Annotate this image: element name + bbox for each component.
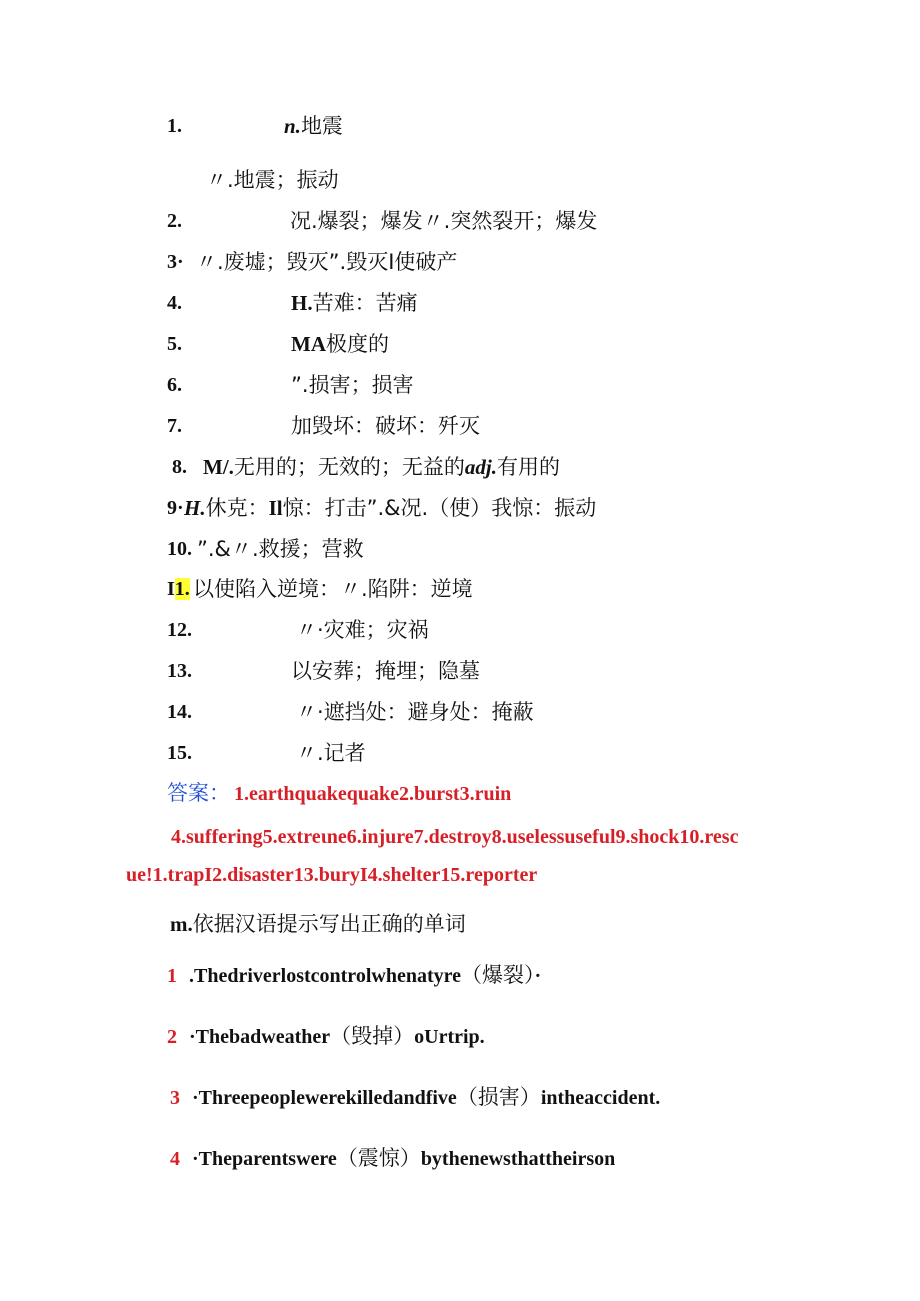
item-number: 1. bbox=[167, 115, 182, 137]
sentence-text: Threepeoplewerekilledandfive bbox=[198, 1087, 457, 1109]
part-of-speech: n. bbox=[284, 114, 301, 138]
chinese-hint: （爆裂） bbox=[461, 963, 535, 987]
item-number: 5. bbox=[167, 333, 182, 355]
answer-line-1 bbox=[167, 780, 511, 807]
vocab-item-4 bbox=[291, 290, 418, 316]
vocab-item-15 bbox=[296, 740, 366, 766]
vocab-item-9 bbox=[184, 495, 596, 521]
part-of-speech: 〃 bbox=[206, 168, 227, 192]
sentence-separator: · bbox=[192, 1148, 199, 1170]
definition: 无用的；无效的；无益的 bbox=[233, 455, 465, 479]
sentence-text: Thebadweather bbox=[195, 1026, 331, 1048]
item-number: 2. bbox=[167, 210, 182, 232]
item-number-prefix: I bbox=[167, 578, 175, 600]
sentence-text: Thedriverlostcontrolwhenatyre bbox=[194, 965, 462, 987]
item-number: 12. bbox=[167, 619, 192, 641]
definition: ·灾难；灾祸 bbox=[317, 618, 429, 642]
part-of-speech: 〃 bbox=[296, 741, 317, 765]
vocab-item-2 bbox=[290, 208, 597, 234]
sentence-text: intheaccident. bbox=[540, 1087, 661, 1109]
part-of-speech: ”.&〃 bbox=[197, 537, 252, 561]
definition: .地震；振动 bbox=[227, 168, 339, 192]
vocab-item-8 bbox=[203, 454, 560, 480]
answer-text: 1.earthquakequake2.burst3.ruin bbox=[234, 783, 512, 805]
item-number bbox=[167, 576, 190, 602]
answer-line-2: 4.suffering5.extreιne6.injure7.destroy8.uselessuseful9.shock10.resc bbox=[171, 826, 739, 848]
chinese-hint: （毁掉） bbox=[330, 1024, 415, 1048]
definition: ·遮挡处：避身处：掩蔽 bbox=[317, 700, 534, 724]
sentence-separator: · bbox=[192, 1087, 199, 1109]
definition: 安葬；掩埋；隐墓 bbox=[312, 659, 480, 683]
sentence-1 bbox=[167, 962, 541, 989]
part-of-speech: 况 bbox=[290, 209, 311, 233]
item-number: 4. bbox=[167, 292, 182, 314]
vocab-item-11 bbox=[193, 576, 473, 602]
definition: .救援；营救 bbox=[251, 537, 364, 561]
definition: 惊：打击”.&况.（使）我惊：振动 bbox=[282, 496, 597, 520]
part-of-speech: 〃 bbox=[296, 700, 317, 724]
sentence-number: 1 bbox=[167, 965, 177, 987]
definition: 苦难：苦痛 bbox=[312, 291, 418, 315]
sentence-number: 3 bbox=[170, 1087, 180, 1109]
definition: 休克： bbox=[205, 496, 269, 520]
item-number: 3· bbox=[167, 251, 184, 273]
item-number: 6. bbox=[167, 374, 182, 396]
answer-label: 答案： bbox=[167, 781, 230, 805]
part-of-speech: H. bbox=[184, 496, 206, 520]
part-of-speech: MA bbox=[291, 332, 326, 356]
answer-line-3: ue!1.trapI2.disaster13.buryI4.shelter15.reporter bbox=[126, 864, 538, 886]
part-of-speech: H. bbox=[291, 291, 313, 315]
sentence-text: Theparentswere bbox=[198, 1148, 337, 1170]
part-of-speech: 〃 bbox=[196, 250, 217, 274]
item-number: 15. bbox=[167, 742, 192, 764]
definition: 地震 bbox=[300, 114, 343, 138]
definition: 有用的 bbox=[497, 455, 560, 479]
definition: 毁坏：破坏：歼灭 bbox=[312, 414, 480, 438]
part-of-speech: 〃 bbox=[296, 618, 317, 642]
vocab-item-14 bbox=[296, 699, 534, 725]
item-number: 13. bbox=[167, 660, 192, 682]
vocab-item-13 bbox=[291, 658, 480, 684]
chinese-hint: （震惊） bbox=[336, 1146, 421, 1170]
vocab-item-1 bbox=[284, 113, 343, 139]
definition: .废墟；毁灭”.毁灭I使破产 bbox=[217, 250, 458, 274]
vocab-item-7 bbox=[291, 413, 480, 439]
sentence-text: · bbox=[534, 965, 542, 987]
part-of-speech: Il bbox=[268, 496, 283, 520]
sentence-2 bbox=[167, 1023, 485, 1050]
sentence-3 bbox=[170, 1084, 660, 1111]
part-of-speech: 加 bbox=[291, 414, 312, 438]
part-of-speech: ” bbox=[291, 373, 302, 397]
part-of-speech: M/. bbox=[203, 455, 234, 479]
vocab-item-5 bbox=[291, 331, 389, 357]
definition: 极度的 bbox=[326, 332, 389, 356]
vocab-item-6 bbox=[291, 372, 414, 398]
item-number: 9· bbox=[167, 497, 184, 519]
item-number: 14. bbox=[167, 701, 192, 723]
item-number: 8. bbox=[172, 456, 187, 478]
sentence-text: oUrtrip. bbox=[414, 1026, 485, 1048]
definition: .爆裂；爆发〃.突然裂开；爆发 bbox=[311, 209, 598, 233]
highlight-mark: 1. bbox=[174, 578, 190, 600]
definition: .损害；损害 bbox=[301, 373, 414, 397]
definition: .记者 bbox=[317, 741, 366, 765]
vocab-item-3 bbox=[196, 249, 457, 275]
section-heading bbox=[170, 911, 466, 937]
part-of-speech: adj. bbox=[464, 455, 497, 479]
sentence-text: bythenewsthattheirson bbox=[420, 1148, 616, 1170]
part-of-speech: 以 bbox=[291, 659, 312, 683]
vocab-item-12 bbox=[296, 617, 429, 643]
definition: 以使陷入逆境：〃.陷阱：逆境 bbox=[193, 577, 473, 601]
item-number: 10. bbox=[167, 538, 192, 560]
sentence-separator: · bbox=[189, 1026, 196, 1048]
sentence-number: 2 bbox=[167, 1026, 177, 1048]
sentence-4 bbox=[170, 1145, 615, 1172]
sentence-separator: . bbox=[189, 965, 194, 987]
chinese-hint: （损害） bbox=[456, 1085, 541, 1109]
item-number: 7. bbox=[167, 415, 182, 437]
section-number: m. bbox=[170, 912, 193, 936]
vocab-item-10 bbox=[197, 536, 364, 562]
sentence-number: 4 bbox=[170, 1148, 180, 1170]
vocab-item-1-sub bbox=[206, 167, 339, 193]
section-title: 依据汉语提示写出正确的单词 bbox=[192, 912, 466, 936]
